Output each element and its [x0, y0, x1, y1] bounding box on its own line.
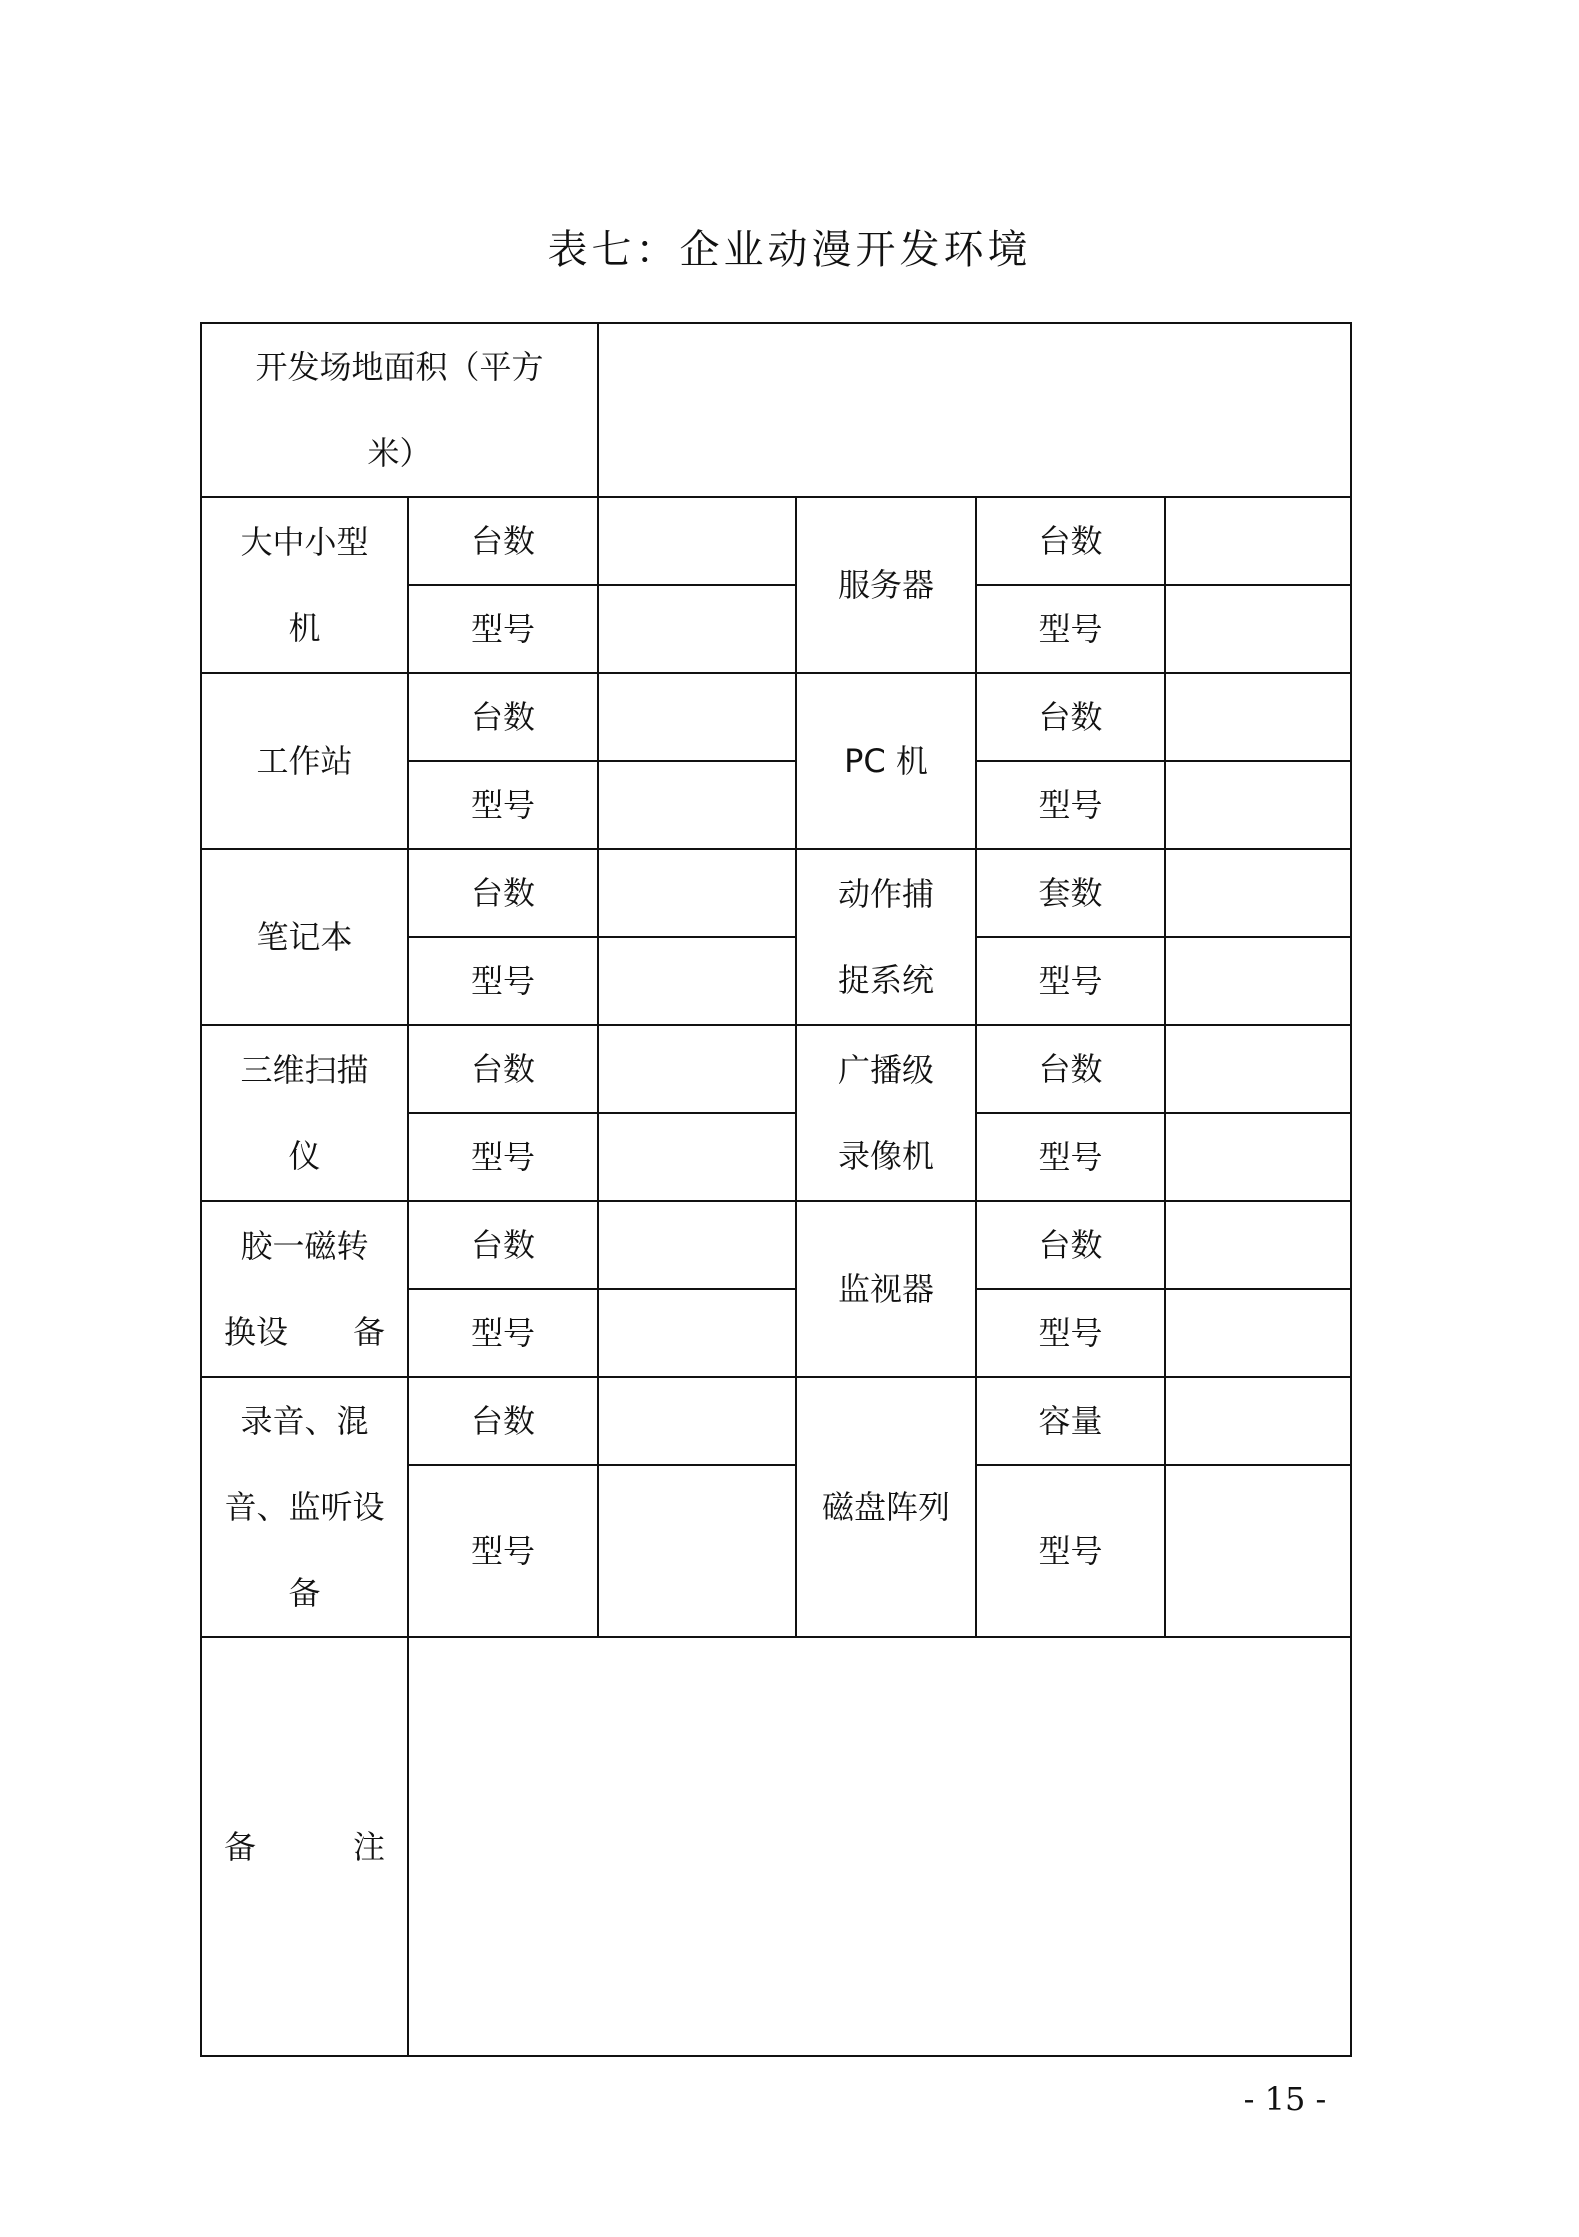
remarks-label [202, 1804, 407, 1890]
field-label-model: 型号 [408, 585, 598, 673]
remarks-value-field[interactable] [408, 1637, 1351, 2056]
laptop-count-field[interactable] [598, 849, 796, 937]
remarks-label-char: 注 [352, 1827, 385, 1866]
field-label-model: 型号 [408, 1113, 598, 1201]
large-machine-model-field[interactable] [598, 585, 796, 673]
page-number: - 15 - [1243, 2080, 1327, 2118]
laptop-model-field[interactable] [598, 937, 796, 1025]
large-machine-count-field[interactable] [598, 497, 796, 585]
server-count-field[interactable] [1165, 497, 1351, 585]
field-label-count: 台数 [408, 1025, 598, 1113]
category-label: 胶一磁转 [240, 1227, 369, 1265]
category-label: 换设 [224, 1313, 289, 1351]
category-pc: PC 机 [796, 673, 976, 849]
area-label-line2: 米） [367, 434, 432, 472]
category-laptop: 笔记本 [201, 849, 408, 1025]
field-label-count: 台数 [408, 1201, 598, 1289]
remarks-label-cell [201, 1637, 408, 2056]
category-label: 机 [288, 609, 321, 647]
category-monitor: 监视器 [796, 1201, 976, 1377]
category-label: 备 [352, 1313, 385, 1351]
field-label-count: 台数 [976, 1025, 1165, 1113]
field-label-model: 型号 [408, 1289, 598, 1377]
category-label: 音、监听设 [224, 1488, 385, 1526]
field-label-model: 型号 [976, 1465, 1165, 1637]
category-audio-equipment [201, 1377, 408, 1637]
field-label-count: 台数 [408, 673, 598, 761]
field-label-count: 台数 [976, 673, 1165, 761]
category-large-machine [201, 497, 408, 673]
field-label-model: 型号 [976, 761, 1165, 849]
motion-capture-sets-field[interactable] [1165, 849, 1351, 937]
category-motion-capture [796, 849, 976, 1025]
3d-scanner-count-field[interactable] [598, 1025, 796, 1113]
field-label-model: 型号 [408, 1465, 598, 1637]
audio-equipment-model-field[interactable] [598, 1465, 796, 1637]
area-value-field[interactable] [598, 323, 1351, 497]
workstation-count-field[interactable] [598, 673, 796, 761]
category-label: 仪 [288, 1137, 321, 1175]
field-label-model: 型号 [408, 761, 598, 849]
field-label-model: 型号 [976, 1113, 1165, 1201]
category-label: 录音、混 [240, 1402, 369, 1440]
broadcast-vcr-model-field[interactable] [1165, 1113, 1351, 1201]
category-label: 动作捕 [838, 875, 935, 913]
remarks-label-char: 备 [224, 1827, 257, 1866]
disk-array-model-field[interactable] [1165, 1465, 1351, 1637]
field-label-sets: 套数 [976, 849, 1165, 937]
category-film-to-tape [201, 1201, 408, 1377]
area-label-cell [201, 323, 598, 497]
category-workstation: 工作站 [201, 673, 408, 849]
server-model-field[interactable] [1165, 585, 1351, 673]
pc-model-field[interactable] [1165, 761, 1351, 849]
category-label: 录像机 [838, 1137, 935, 1175]
field-label-count: 台数 [408, 849, 598, 937]
field-label-model: 型号 [976, 1289, 1165, 1377]
dev-environment-table [200, 322, 1352, 2057]
motion-capture-model-field[interactable] [1165, 937, 1351, 1025]
monitor-model-field[interactable] [1165, 1289, 1351, 1377]
category-label: 广播级 [838, 1051, 935, 1089]
field-label-count: 台数 [408, 1377, 598, 1465]
3d-scanner-model-field[interactable] [598, 1113, 796, 1201]
audio-equipment-count-field[interactable] [598, 1377, 796, 1465]
film-to-tape-count-field[interactable] [598, 1201, 796, 1289]
page-title: 表七：企业动漫开发环境 [547, 227, 1032, 273]
field-label-capacity: 容量 [976, 1377, 1165, 1465]
category-label: 备 [288, 1574, 321, 1612]
workstation-model-field[interactable] [598, 761, 796, 849]
area-label-line1: 开发场地面积（平方 [255, 348, 544, 386]
category-disk-array: 磁盘阵列 [796, 1377, 976, 1637]
category-server: 服务器 [796, 497, 976, 673]
category-label: 三维扫描 [240, 1051, 369, 1089]
category-3d-scanner [201, 1025, 408, 1201]
field-label-model: 型号 [976, 585, 1165, 673]
pc-count-field[interactable] [1165, 673, 1351, 761]
field-label-count: 台数 [976, 1201, 1165, 1289]
field-label-count: 台数 [976, 497, 1165, 585]
disk-array-capacity-field[interactable] [1165, 1377, 1351, 1465]
field-label-model: 型号 [976, 937, 1165, 1025]
category-label: 大中小型 [240, 523, 369, 561]
field-label-model: 型号 [408, 937, 598, 1025]
category-label-justified [202, 1289, 407, 1375]
field-label-count: 台数 [408, 497, 598, 585]
film-to-tape-model-field[interactable] [598, 1289, 796, 1377]
monitor-count-field[interactable] [1165, 1201, 1351, 1289]
category-broadcast-vcr [796, 1025, 976, 1201]
category-label: 捉系统 [838, 961, 935, 999]
broadcast-vcr-count-field[interactable] [1165, 1025, 1351, 1113]
